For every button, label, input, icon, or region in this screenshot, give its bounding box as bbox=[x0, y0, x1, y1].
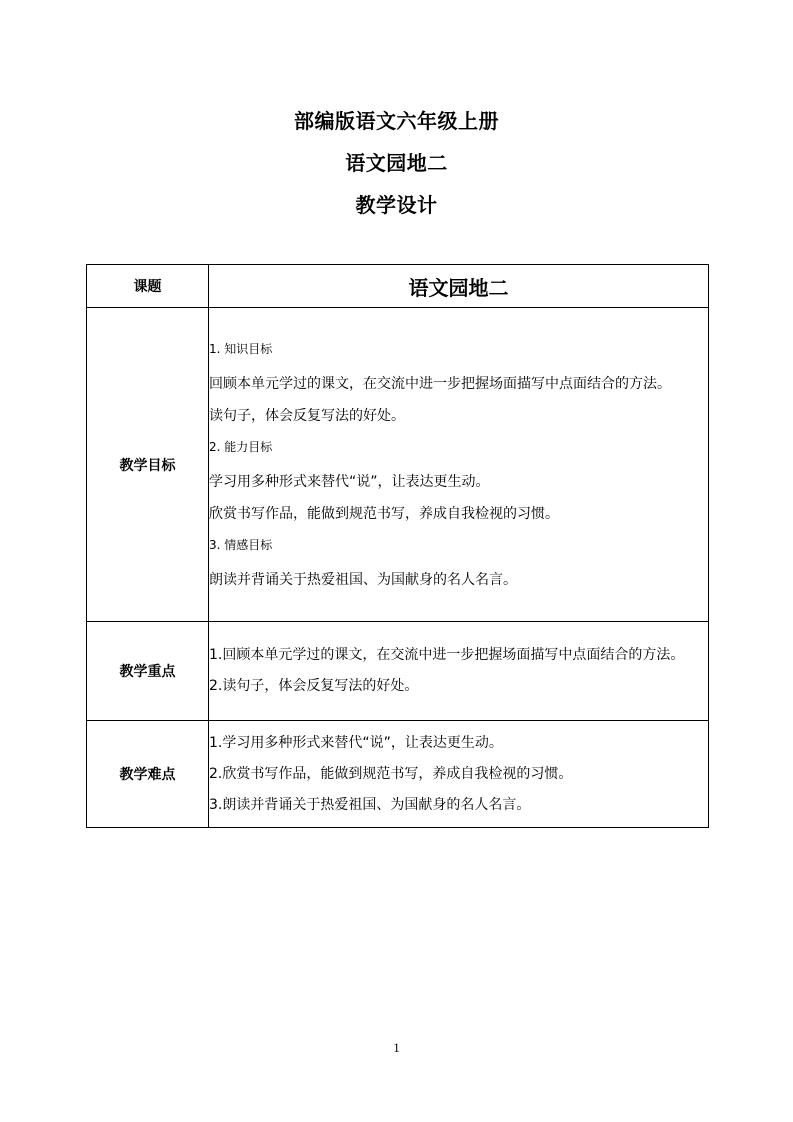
knowledge-item: 读句子，体会反复写法的好处。 bbox=[209, 407, 405, 424]
difficulty-item: 1.学习用多种形式来替代“说”，让表达更生动。 bbox=[209, 734, 503, 751]
title-line-1: 部编版语文六年级上册 bbox=[294, 109, 499, 133]
table-row-key-points bbox=[87, 622, 709, 721]
table-row-objectives bbox=[87, 308, 709, 622]
key-points-label: 教学重点 bbox=[87, 622, 209, 721]
knowledge-heading: 1. 知识目标 bbox=[209, 341, 273, 356]
emotion-item: 朗读并背诵关于热爱祖国、为国献身的名人名言。 bbox=[209, 571, 517, 588]
knowledge-item: 回顾本单元学过的课文，在交流中进一步把握场面描写中点面结合的方法。 bbox=[209, 375, 671, 392]
ability-item: 欣赏书写作品，能做到规范书写，养成自我检视的习惯。 bbox=[209, 505, 559, 522]
objectives-label: 教学目标 bbox=[87, 308, 209, 622]
table-row-difficulties bbox=[87, 721, 709, 828]
difficulties-label: 教学难点 bbox=[87, 721, 209, 828]
lesson-plan-table bbox=[86, 264, 709, 828]
page-number: 1 bbox=[393, 1040, 400, 1055]
emotion-heading: 3. 情感目标 bbox=[209, 537, 273, 552]
key-points-content bbox=[209, 622, 709, 721]
subject-value: 语文园地二 bbox=[408, 275, 509, 300]
ability-item: 学习用多种形式来替代“说”，让表达更生动。 bbox=[209, 473, 490, 490]
document-title bbox=[0, 100, 793, 226]
difficulty-item: 2.欣赏书写作品，能做到规范书写，养成自我检视的习惯。 bbox=[209, 765, 573, 782]
ability-heading: 2. 能力目标 bbox=[209, 439, 273, 454]
table-row-subject bbox=[87, 265, 709, 308]
subject-label: 课题 bbox=[87, 265, 209, 308]
title-line-2: 语文园地二 bbox=[345, 151, 448, 175]
key-point-item: 1.回顾本单元学过的课文，在交流中进一步把握场面描写中点面结合的方法。 bbox=[209, 647, 685, 663]
difficulties-content bbox=[209, 721, 709, 828]
title-line-3: 教学设计 bbox=[355, 193, 438, 217]
key-point-item: 2.读句子，体会反复写法的好处。 bbox=[209, 678, 419, 694]
difficulty-item: 3.朗读并背诵关于热爱祖国、为国献身的名人名言。 bbox=[209, 796, 531, 813]
objectives-content bbox=[209, 308, 709, 622]
subject-value-cell bbox=[209, 265, 709, 308]
